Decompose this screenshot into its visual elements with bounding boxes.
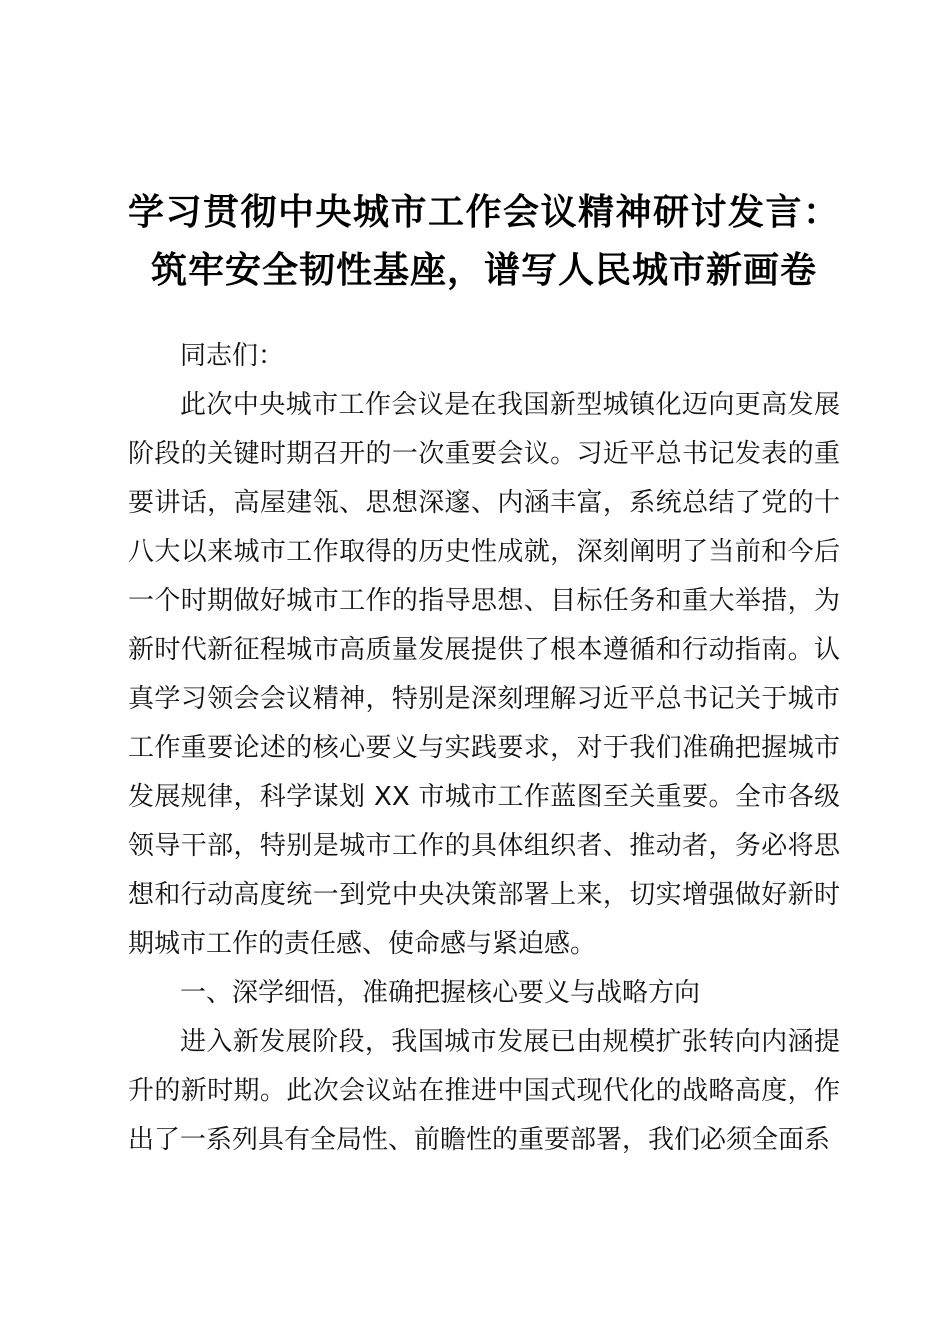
section-heading-1: 一、深学细悟，准确把握核心要义与战略方向 <box>180 978 701 1008</box>
document-body <box>128 332 840 1165</box>
salutation: 同志们： <box>180 341 285 371</box>
paragraph-section-1: 进入新发展阶段，我国城市发展已由规模扩张转向内涵提升的新时期。此次会议站在推进中国式现代化的战略高度，作出了一系列具有全局性、前瞻性的重要部署，我们必须全面系 <box>128 1027 840 1155</box>
paragraph-intro: 此次中央城市工作会议是在我国新型城镇化迈向更高发展阶段的关键时期召开的一次重要会议。习近平总书记发表的重要讲话，高屋建瓴、思想深邃、内涵丰富，系统总结了党的十八大以来城市工作取得的历史性成就，深刻阐明了当前和今后一个时期做好城市工作的指导思想、目标任务和重大举措，为新时代新征程城市高质量发展提供了根本遵循和行动指南。认真学习领会会议精神，特别是深刻理解习近平总书记关于城市工作重要论述的核心要义与实践要求，对于我们准确把握城市发展规律，科学谋划 XX 市城市工作蓝图至关重要。全市各级领导干部，特别是城市工作的具体组织者、推动者，务必将思想和行动高度统一到党中央决策部署上来，切实增强做好新时期城市工作的责任感、使命感与紧迫感。 <box>128 390 840 959</box>
document-title: 学习贯彻中央城市工作会议精神研讨发言：筑牢安全韧性基座，谱写人民城市新画卷 <box>128 191 840 291</box>
